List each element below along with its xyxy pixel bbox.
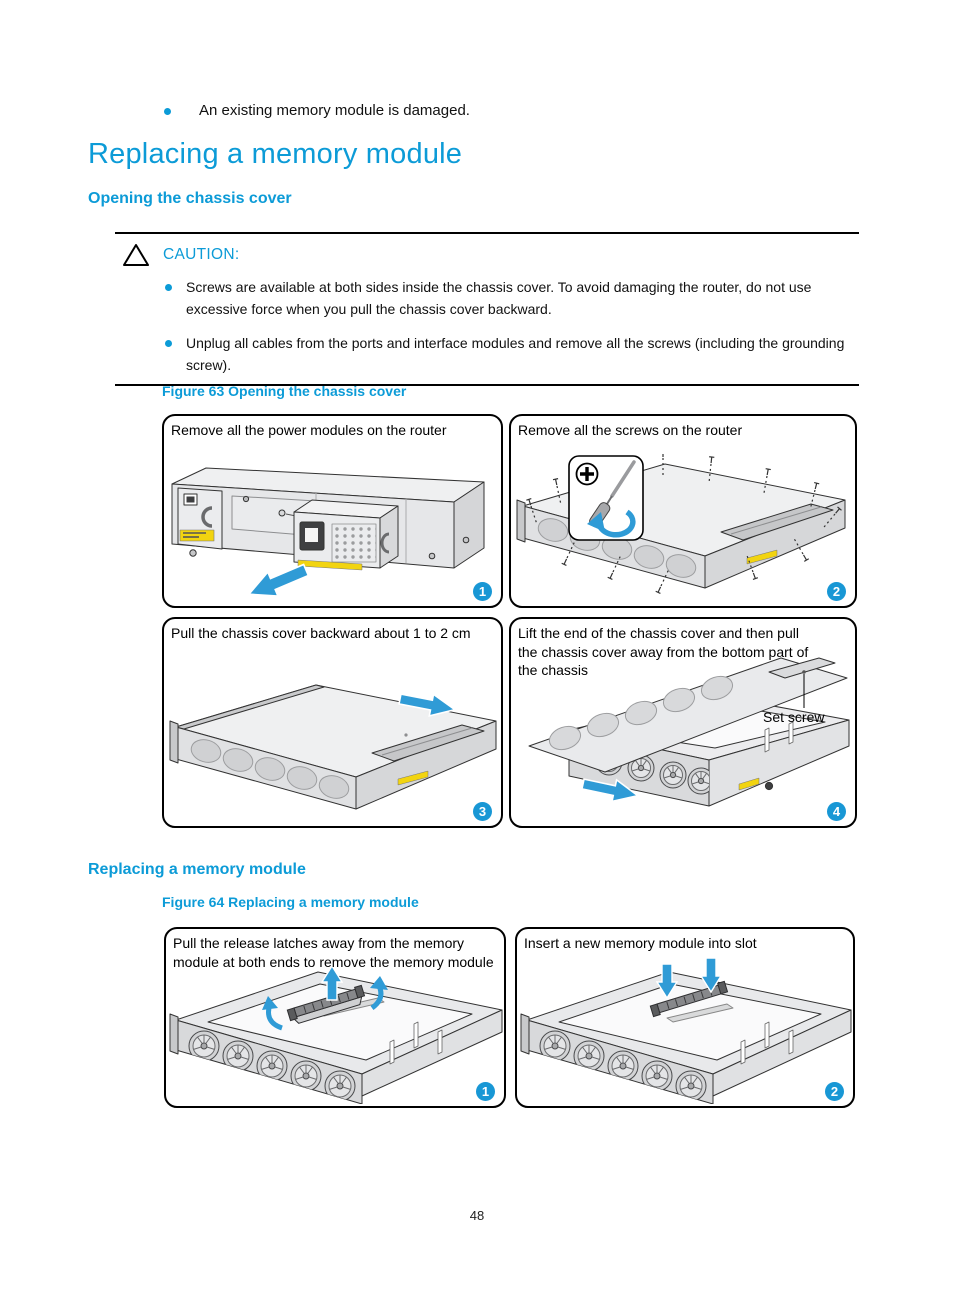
figure-63	[162, 414, 862, 828]
panel-caption: Remove all the power modules on the router	[171, 422, 447, 438]
step-badge: 2	[827, 582, 846, 601]
caution-item-text: Screws are available at both sides inside the chassis cover. To avoid damaging the router, do not use excessive force when you pull the chassis cover backward.	[186, 279, 812, 317]
figure-panel-remove-memory	[164, 927, 506, 1108]
caution-item	[186, 277, 862, 320]
figure-panel-pull-cover	[162, 617, 503, 828]
step-badge: 2	[825, 1082, 844, 1101]
figure-panel-remove-screws	[509, 414, 857, 608]
figure-panel-remove-power	[162, 414, 503, 608]
panel-caption: Pull the chassis cover backward about 1 to 2 cm	[171, 625, 471, 641]
figure-64-caption: Figure 64 Replacing a memory module	[162, 894, 419, 910]
intro-bullet-text: An existing memory module is damaged.	[199, 102, 470, 119]
figure-63-caption: Figure 63 Opening the chassis cover	[162, 383, 407, 399]
figure-panel-lift-cover	[509, 617, 857, 828]
open-chassis-insert-illustration	[519, 956, 855, 1104]
caution-header	[123, 243, 859, 267]
open-chassis-remove-illustration	[168, 956, 506, 1104]
intro-bullet-item	[164, 102, 470, 119]
page-number: 48	[469, 1208, 485, 1223]
step-badge: 1	[476, 1082, 495, 1101]
bullet-icon	[165, 284, 172, 291]
page-title: Replacing a memory module	[88, 138, 463, 170]
caution-item-text: Unplug all cables from the ports and interface modules and remove all the screws (including the grounding screw).	[186, 335, 845, 373]
section-heading-replacing: Replacing a memory module	[88, 861, 306, 878]
caution-label: CAUTION:	[163, 246, 240, 263]
bullet-icon	[164, 108, 171, 115]
chassis-screws-illustration	[513, 454, 857, 604]
figure-panel-insert-memory	[515, 927, 855, 1108]
panel-caption: Lift the end of the chassis cover and then pull the chassis cover away from the bottom part of the chassis	[518, 625, 809, 678]
panel-caption: Insert a new memory module into slot	[524, 935, 757, 951]
power-module	[279, 500, 398, 570]
caution-block	[115, 232, 859, 386]
step-badge: 1	[473, 582, 492, 601]
step-badge: 3	[473, 802, 492, 821]
panel-caption: Pull the release latches away from the memory module at both ends to remove the memory module	[173, 935, 494, 970]
chassis-rear-illustration	[166, 456, 503, 604]
phillips-screw-icon	[577, 464, 598, 485]
caution-item	[186, 333, 862, 376]
warning-triangle-icon	[123, 243, 149, 267]
warning-label	[180, 530, 214, 541]
section-heading-opening: Opening the chassis cover	[88, 190, 292, 207]
bullet-icon	[165, 340, 172, 347]
chassis-pull-illustration	[166, 659, 503, 824]
screwdriver-inset	[569, 456, 643, 540]
pull-arrow-icon	[244, 558, 311, 604]
figure-64	[164, 927, 859, 1108]
step-badge: 4	[827, 802, 846, 821]
panel-caption: Remove all the screws on the router	[518, 422, 743, 438]
set-screw-label: Set screw	[763, 709, 825, 725]
